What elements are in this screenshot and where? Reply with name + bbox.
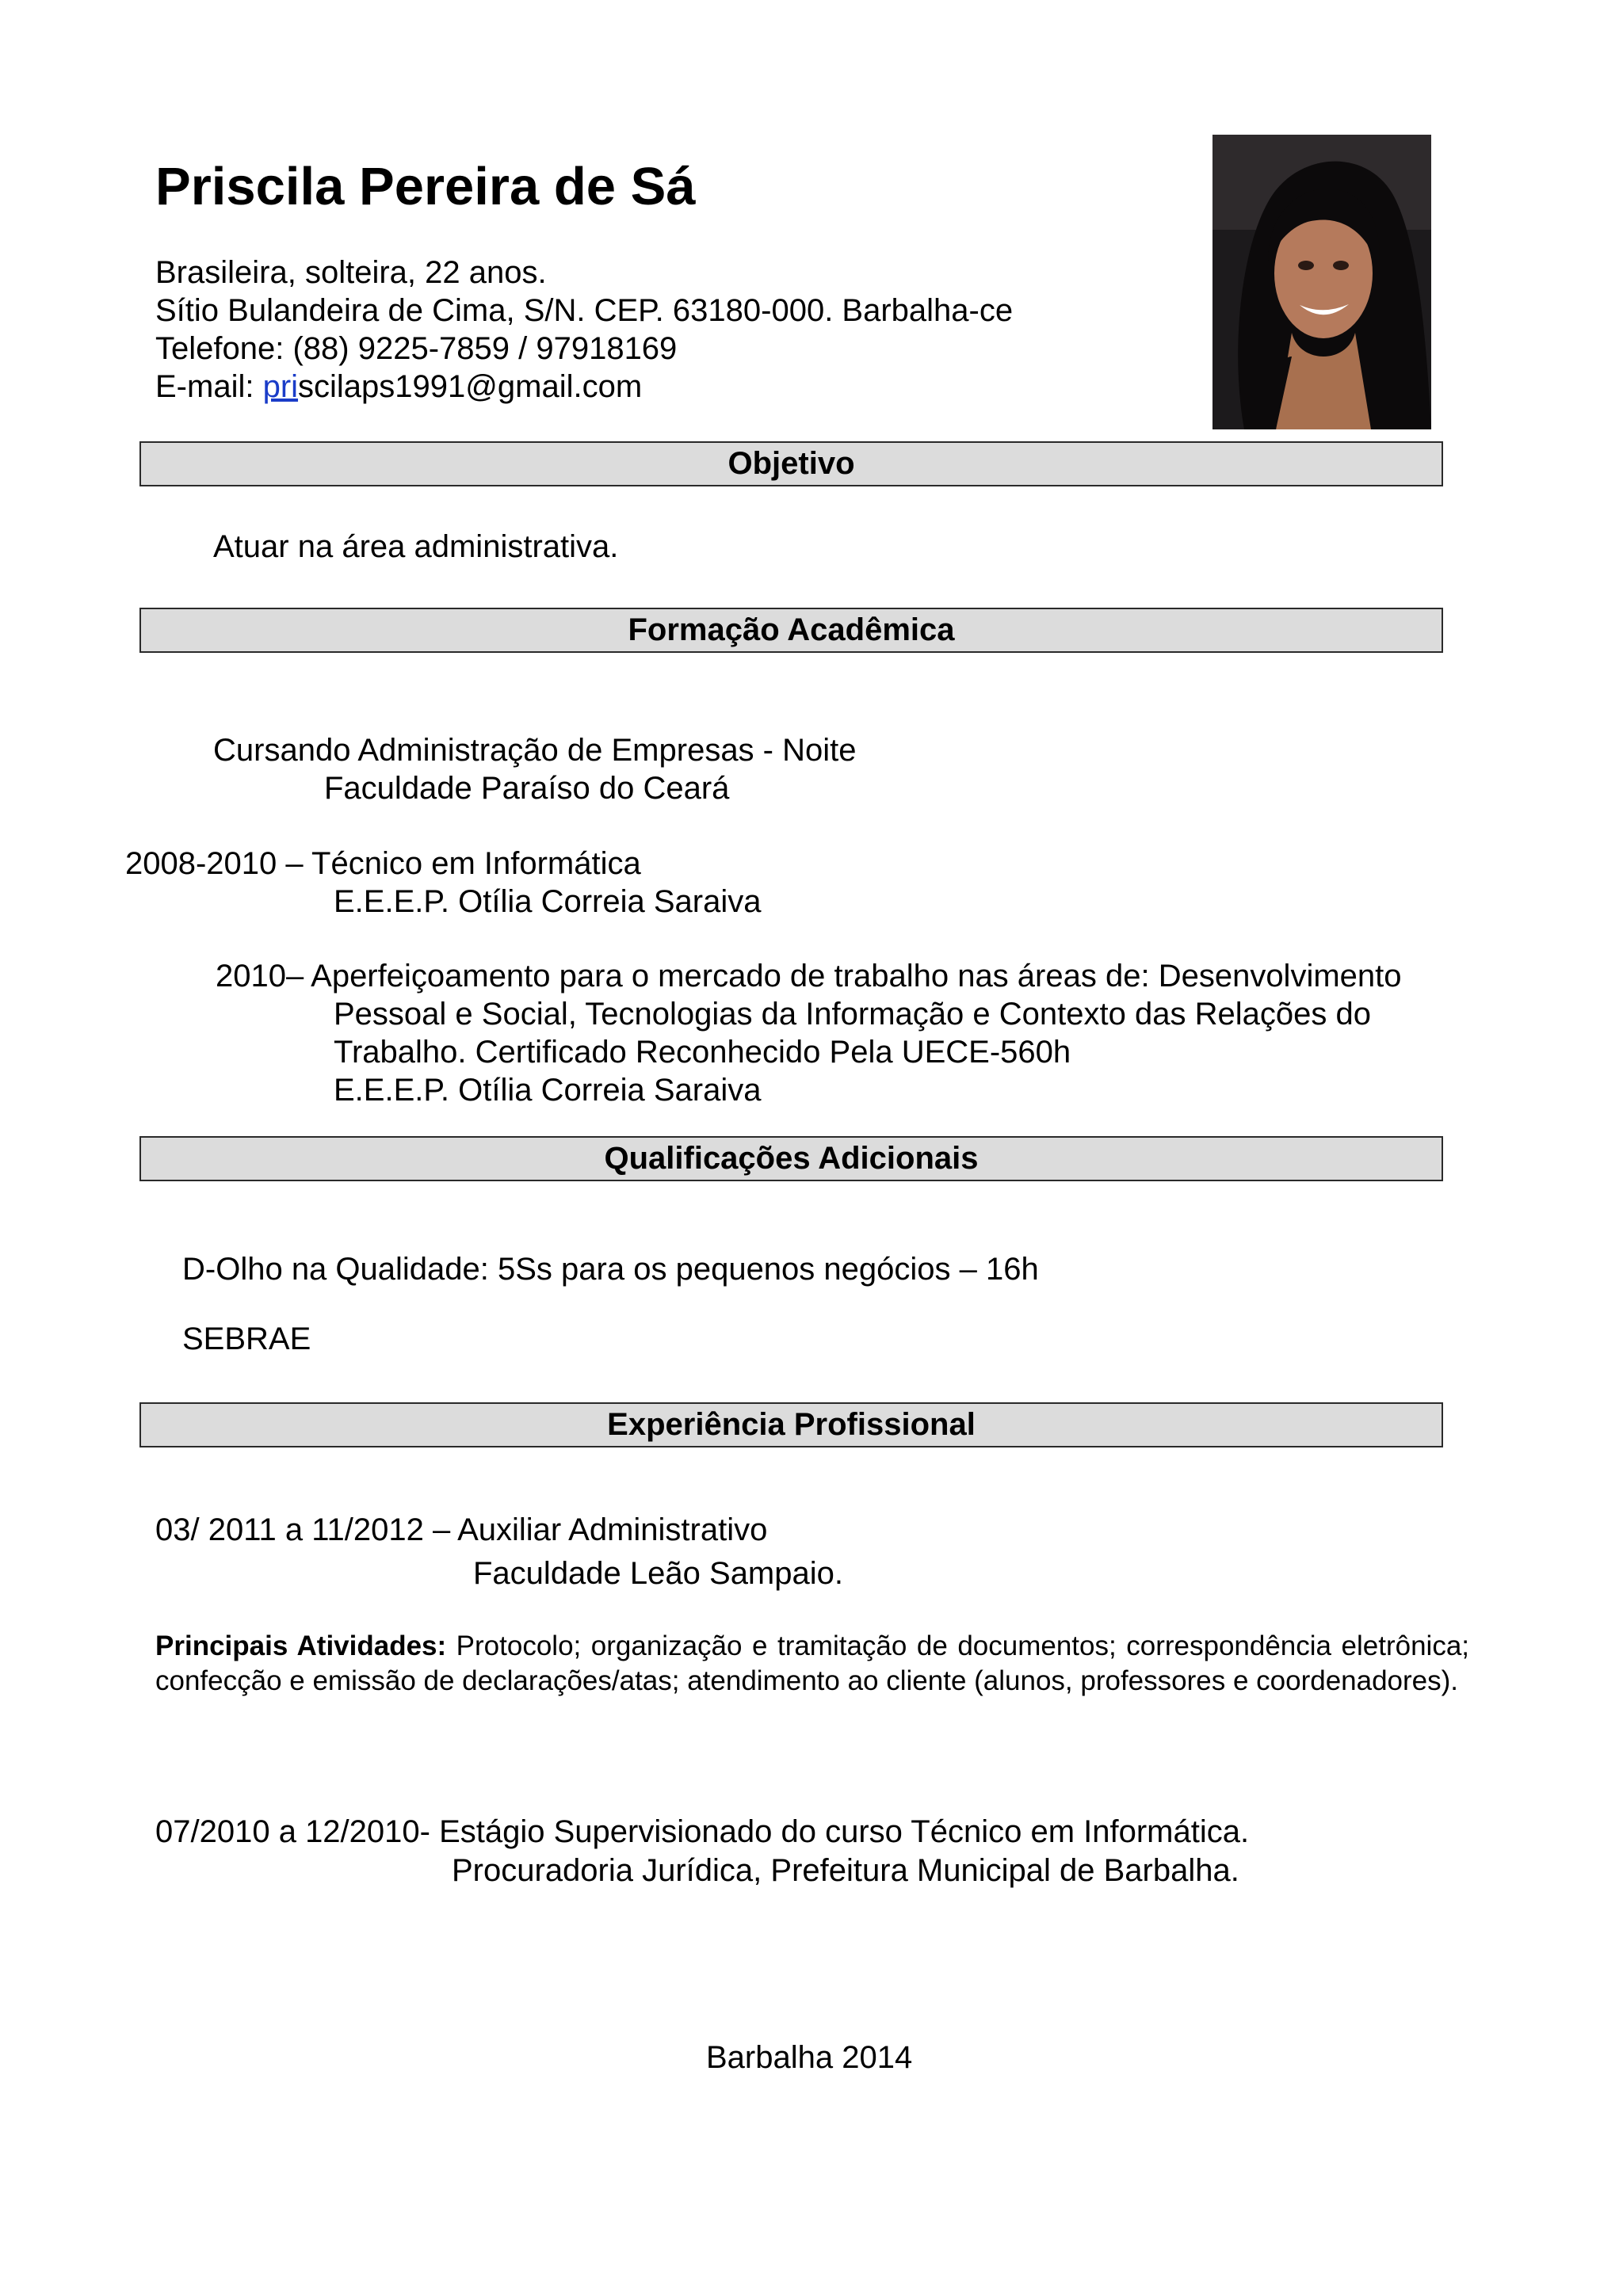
profile-photo	[1212, 135, 1431, 429]
email-link[interactable]: pri	[262, 369, 299, 404]
job-title: 07/2010 a 12/2010- Estágio Supervisionado do curso Técnico em Informática.	[155, 1814, 1250, 1849]
activities-text: Protocolo; organização e tramitação de documentos; correspondência eletrônica; confecção e emissão de declarações/atas; atendimento ao cliente (alunos, professores e coordenadores).	[155, 1630, 1470, 1696]
education-item-title: Cursando Administração de Empresas - Noite	[213, 733, 857, 768]
footer-place-year: Barbalha 2014	[706, 2040, 913, 2075]
education-item-school: Faculdade Paraíso do Ceará	[324, 771, 730, 806]
education-item-title: 2008-2010 – Técnico em Informática	[125, 846, 641, 881]
job-activities	[155, 1629, 1469, 1699]
section-header-qualificacoes	[139, 1136, 1443, 1181]
qualification-course: D-Olho na Qualidade: 5Ss para os pequenos negócios – 16h	[182, 1252, 1039, 1287]
education-item-detail: Trabalho. Certificado Reconhecido Pela UECE-560h	[334, 1035, 1071, 1070]
job-place: Procuradoria Jurídica, Prefeitura Municipal de Barbalha.	[452, 1853, 1239, 1888]
education-item-school: E.E.E.P. Otília Correia Saraiva	[334, 884, 762, 919]
section-header-experiencia	[139, 1402, 1443, 1447]
section-title: Objetivo	[727, 446, 855, 481]
section-title: Qualificações Adicionais	[604, 1141, 979, 1176]
job-place: Faculdade Leão Sampaio.	[473, 1556, 843, 1591]
address-line: Sítio Bulandeira de Cima, S/N. CEP. 63180-000. Barbalha-ce	[155, 293, 1014, 328]
candidate-name: Priscila Pereira de Sá	[155, 157, 696, 216]
objective-text: Atuar na área administrativa.	[213, 529, 619, 564]
section-header-formacao	[139, 608, 1443, 653]
section-title: Experiência Profissional	[607, 1407, 976, 1442]
section-header-objetivo	[139, 441, 1443, 486]
education-item-detail: Pessoal e Social, Tecnologias da Informação e Contexto das Relações do	[334, 997, 1371, 1032]
job-title: 03/ 2011 a 11/2012 – Auxiliar Administrativo	[155, 1512, 768, 1547]
email-label: E-mail:	[155, 369, 263, 404]
email-line	[155, 368, 642, 406]
personal-info-line: Brasileira, solteira, 22 anos.	[155, 255, 547, 290]
section-title: Formação Acadêmica	[628, 612, 955, 647]
education-item-school: E.E.E.P. Otília Correia Saraiva	[334, 1073, 762, 1108]
phone-line: Telefone: (88) 9225-7859 / 97918169	[155, 331, 678, 366]
qualification-provider: SEBRAE	[182, 1322, 311, 1356]
activities-label: Principais Atividades:	[155, 1630, 447, 1661]
email-address-rest: scilaps1991@gmail.com	[298, 369, 643, 404]
education-item-title: 2010– Aperfeiçoamento para o mercado de trabalho nas áreas de: Desenvolvimento	[216, 959, 1402, 994]
